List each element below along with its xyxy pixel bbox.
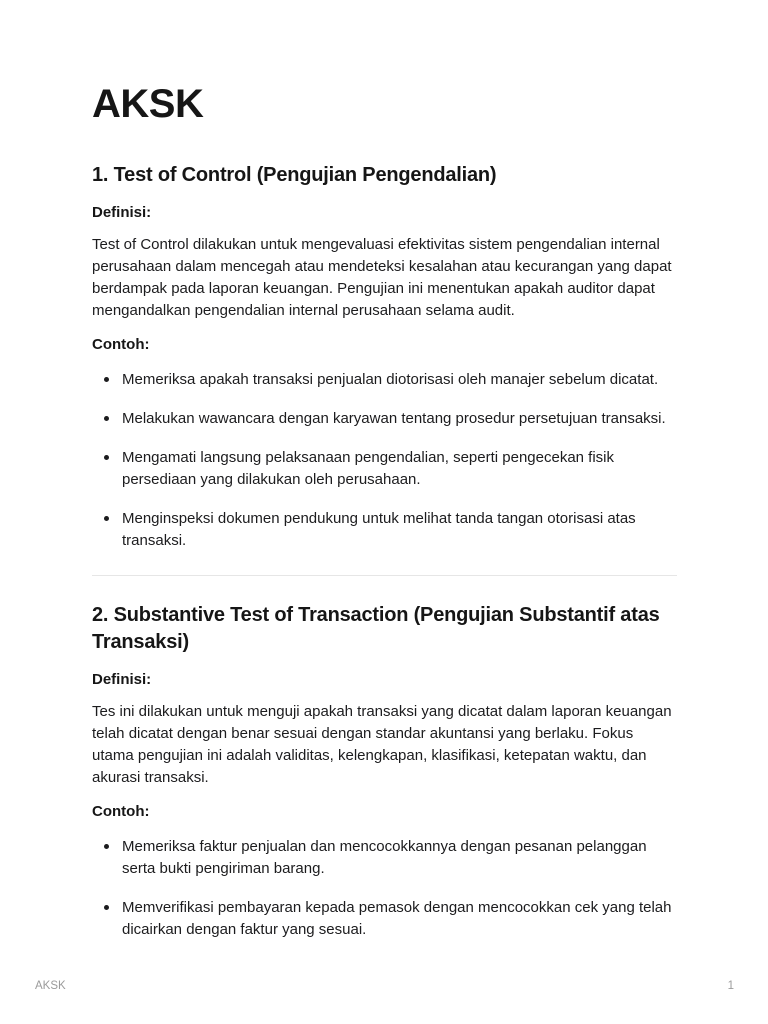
definition-paragraph: Test of Control dilakukan untuk mengevaluasi efektivitas sistem pengendalian internal perusahaan dalam mencegah atau mendeteksi kesalahan atau kecurangan yang dapat berdampak pada laporan keuangan. Pengujian ini menentukan apakah auditor dapat mengandalkan pengendalian internal perusahaan selama audit. [92,236,672,319]
list-item [92,508,677,552]
examples-list [92,369,677,552]
section-test-of-control [92,162,677,552]
list-item-text: Memeriksa faktur penjualan dan mencocokkannya dengan pesanan pelanggan serta bukti pengiriman barang. [122,838,647,877]
contoh-label: Contoh: [92,803,150,820]
bullet-icon [104,416,109,421]
definisi-label: Definisi: [92,671,152,688]
list-item-text: Menginspeksi dokumen pendukung untuk melihat tanda tangan otorisasi atas transaksi. [122,510,636,549]
section-substantive-test [92,602,677,941]
list-item-text: Memverifikasi pembayaran kepada pemasok dengan mencocokkan cek yang telah dicairkan dengan faktur yang sesuai. [122,899,672,938]
list-item [92,408,677,430]
bullet-icon [104,377,109,382]
section-divider [92,575,677,576]
list-item [92,369,677,391]
list-item-text: Melakukan wawancara dengan karyawan tentang prosedur persetujuan transaksi. [122,410,666,427]
bullet-icon [104,455,109,460]
page-title: AKSK [92,82,204,126]
footer-doc-name: AKSK [35,980,66,992]
bullet-icon [104,905,109,910]
definition-paragraph: Tes ini dilakukan untuk menguji apakah transaksi yang dicatat dalam laporan keuangan telah dicatat dengan benar sesuai dengan standar akuntansi yang berlaku. Fokus utama pengujian ini adalah validitas, kelengkapan, klasifikasi, ketepatan waktu, dan akurasi transaksi. [92,703,672,786]
section-heading: 1. Test of Control (Pengujian Pengendalian) [92,164,497,186]
section-heading: 2. Substantive Test of Transaction (Pengujian Substantif atas Transaksi) [92,604,660,653]
definisi-label: Definisi: [92,204,152,221]
list-item-text: Mengamati langsung pelaksanaan pengendalian, seperti pengecekan fisik persediaan yang dilakukan oleh perusahaan. [122,449,615,488]
bullet-icon [104,516,109,521]
contoh-label: Contoh: [92,336,150,353]
examples-list [92,836,677,941]
bullet-icon [104,844,109,849]
list-item [92,897,677,941]
list-item [92,447,677,491]
footer-page-number: 1 [727,980,734,992]
list-item-text: Memeriksa apakah transaksi penjualan diotorisasi oleh manajer sebelum dicatat. [122,371,659,388]
page-footer [35,980,734,992]
list-item [92,836,677,880]
